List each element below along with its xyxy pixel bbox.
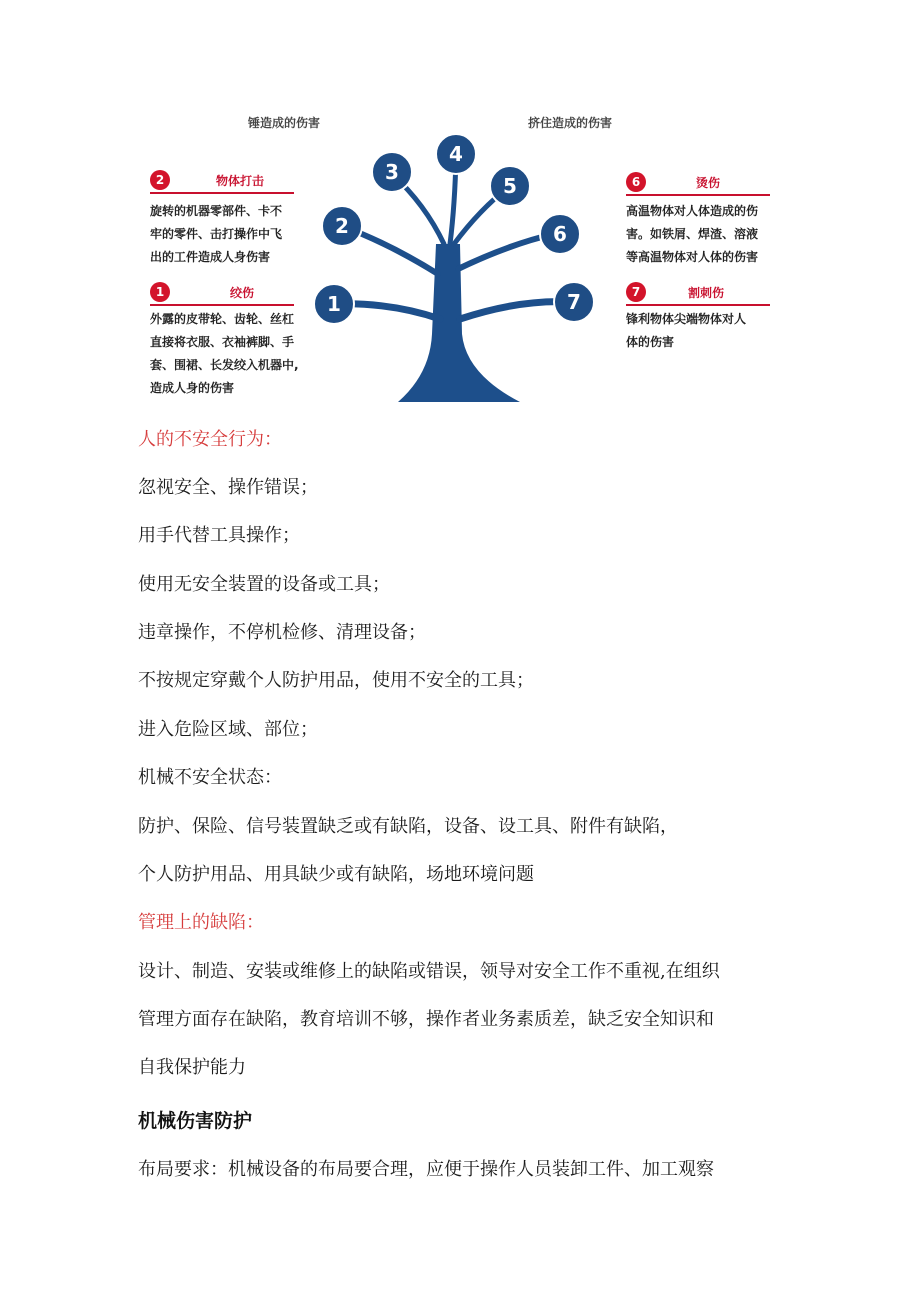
tree-node-label: 2 [335, 214, 349, 238]
card-line: 直接将衣服、衣袖裤脚、手 [150, 335, 295, 349]
card-line: 旋转的机器零部件、卡不 [150, 204, 283, 218]
card-line: 害。如铁屑、焊渣、溶液 [626, 227, 759, 241]
caption-hammer-injury: 锤造成的伤害 [248, 116, 321, 130]
card-line: 等高温物体对人体的伤害 [626, 250, 759, 264]
card-cut-header [626, 282, 770, 306]
tree-node-label: 5 [503, 174, 517, 198]
card-line: 锋利物体尖端物体对人 [626, 312, 747, 326]
card-line: 套、围裙、长发绞入机器中, [150, 358, 299, 372]
card-number-badge: 1 [150, 282, 170, 302]
paragraph: 自我保护能力 [138, 1057, 246, 1078]
card-line: 外露的皮带轮、齿轮、丝杠 [150, 312, 295, 326]
paragraph: 进入危险区域、部位； [138, 719, 318, 740]
paragraph: 管理方面存在缺陷，教育培训不够，操作者业务素质差，缺乏安全知识和 [138, 1009, 714, 1030]
card-line: 造成人身的伤害 [150, 381, 235, 395]
caption-squeeze-injury: 挤住造成的伤害 [528, 116, 613, 130]
card-number-badge: 7 [626, 282, 646, 302]
paragraph: 布局要求：机械设备的布局要合理，应便于操作人员装卸工件、加工观察 [138, 1159, 714, 1180]
paragraph: 忽视安全、操作错误； [138, 477, 318, 498]
card-entanglement-body [150, 308, 330, 400]
paragraph: 个人防护用品、用具缺少或有缺陷，场地环境问题 [138, 864, 534, 885]
tree-node-label: 7 [567, 290, 581, 314]
paragraph: 违章操作，不停机检修、清理设备； [138, 622, 426, 643]
tree-node-label: 4 [449, 142, 463, 166]
tree-node-label: 3 [385, 160, 399, 184]
card-cut-body [626, 308, 790, 354]
paragraph: 不按规定穿戴个人防护用品，使用不安全的工具； [138, 670, 534, 691]
card-number-badge: 6 [626, 172, 646, 192]
card-title: 物体打击 [216, 174, 265, 188]
card-line: 高温物体对人体造成的伤 [626, 204, 759, 218]
paragraph: 机械不安全状态： [138, 767, 282, 788]
card-burn-body [626, 200, 790, 269]
card-line: 体的伤害 [626, 335, 675, 349]
card-title: 割刺伤 [688, 286, 725, 300]
card-strike-header [150, 170, 294, 194]
card-line: 牢的零件、击打操作中飞 [150, 227, 283, 241]
card-number-badge: 2 [150, 170, 170, 190]
card-burn-header [626, 172, 770, 196]
card-entanglement-header [150, 282, 294, 306]
paragraph: 使用无安全装置的设备或工具； [138, 574, 390, 595]
tree-node-label: 6 [553, 222, 567, 246]
card-title: 绞伤 [230, 286, 255, 300]
card-title: 烫伤 [696, 176, 721, 190]
section-heading: 机械伤害防护 [138, 1110, 253, 1132]
card-strike-body [150, 200, 310, 269]
paragraph: 用手代替工具操作； [138, 525, 300, 546]
card-line: 出的工件造成人身伤害 [150, 250, 271, 264]
paragraph: 防护、保险、信号装置缺乏或有缺陷，设备、设工具、附件有缺陷， [138, 816, 678, 837]
section-management-defects: 管理上的缺陷： [138, 912, 264, 933]
mechanical-injury-tree-figure [140, 104, 790, 404]
branch-6 [458, 234, 554, 269]
paragraph: 设计、制造、安装或维修上的缺陷或错误，领导对安全工作不重视,在组织 [138, 961, 720, 982]
section-unsafe-behavior: 人的不安全行为： [138, 429, 282, 450]
tree-node-label: 1 [327, 292, 341, 316]
